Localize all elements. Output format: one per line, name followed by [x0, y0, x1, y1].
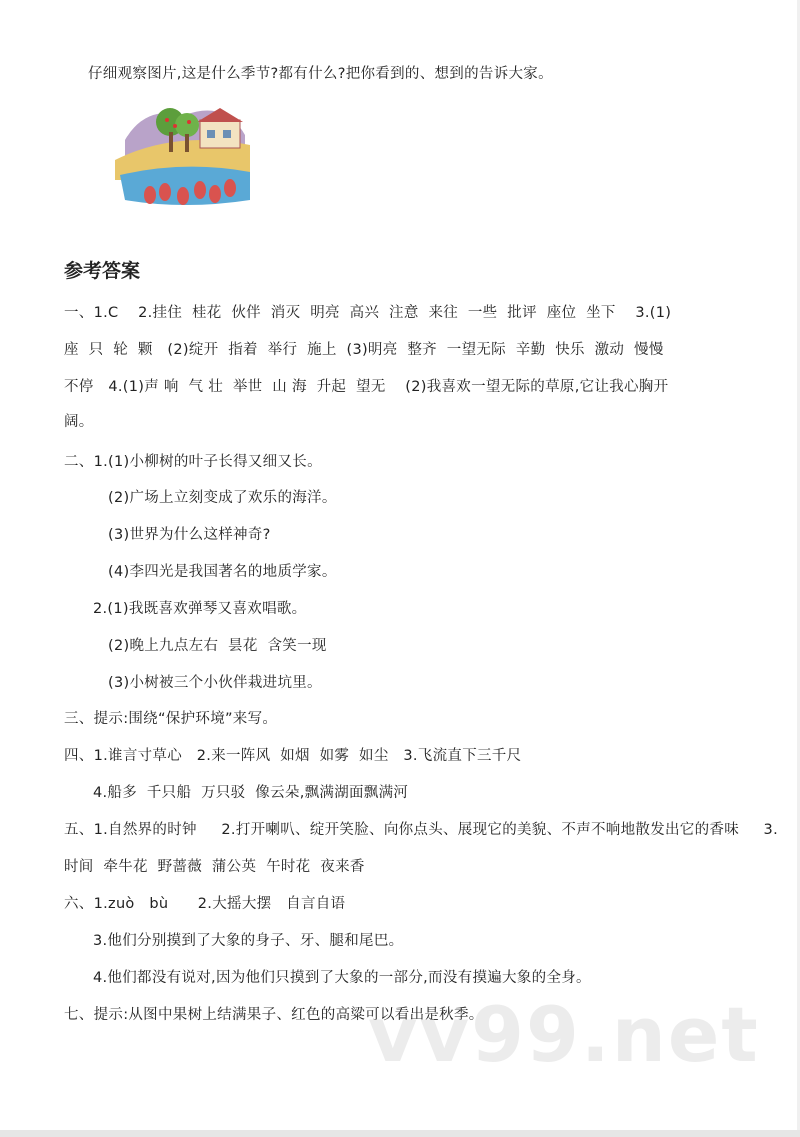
answer-line: 六、1.zuò bù 2.大摇大摆 自言自语 [64, 896, 346, 912]
answer-line: 时间 牵牛花 野蔷薇 蒲公英 午时花 夜来香 [64, 859, 365, 875]
answer-line: 3.他们分别摸到了大象的身子、牙、腿和尾巴。 [93, 933, 404, 949]
answer-line: 不停 4.(1)声 响 气 壮 举世 山 海 升起 望无 (2)我喜欢一望无际的草原,它让我心胸开 [64, 379, 669, 395]
answer-line: 三、提示:围绕“保护环境”来写。 [64, 711, 278, 727]
answer-line: 四、1.谁言寸草心 2.来一阵风 如烟 如雾 如尘 3.飞流直下三千尺 [64, 748, 522, 764]
answer-heading: 参考答案 [64, 260, 141, 282]
answer-line: 五、1.自然界的时钟 2.打开喇叭、绽开笑脸、向你点头、展现它的美貌、不声不响地散发出它的香味 3. [64, 822, 778, 838]
answer-line: 七、提示:从图中果树上结满果子、红色的高粱可以看出是秋季。 [64, 1007, 484, 1023]
answer-line: 阔。 [64, 414, 94, 430]
answer-line: (4)李四光是我国著名的地质学家。 [108, 564, 337, 580]
page-bottom-border [0, 1130, 800, 1137]
answer-line: (2)晚上九点左右 昙花 含笑一现 [108, 638, 327, 654]
answer-line: 一、1.C 2.挂住 桂花 伙伴 消灭 明亮 高兴 注意 来往 一些 批评 座位 坐下 3.(1) [64, 305, 672, 321]
watermark: vv99.net [368, 990, 760, 1079]
answer-line: (3)小树被三个小伙伴栽进坑里。 [108, 675, 322, 691]
autumn-scene-illustration [115, 100, 250, 210]
answer-line: (2)广场上立刻变成了欢乐的海洋。 [108, 490, 337, 506]
answer-line: 2.(1)我既喜欢弹琴又喜欢唱歌。 [93, 601, 307, 617]
answer-line: 4.船多 千只船 万只驳 像云朵,飘满湖面飘满河 [93, 785, 409, 801]
answer-line: (3)世界为什么这样神奇? [108, 527, 271, 543]
question-prompt: 仔细观察图片,这是什么季节?都有什么?把你看到的、想到的告诉大家。 [88, 66, 553, 82]
answer-line: 4.他们都没有说对,因为他们只摸到了大象的一部分,而没有摸遍大象的全身。 [93, 970, 591, 986]
answer-line: 座 只 轮 颗 (2)绽开 指着 举行 施上 (3)明亮 整齐 一望无际 辛勤 快乐 激动 慢慢 [64, 342, 664, 358]
answer-line: 二、1.(1)小柳树的叶子长得又细又长。 [64, 454, 322, 470]
